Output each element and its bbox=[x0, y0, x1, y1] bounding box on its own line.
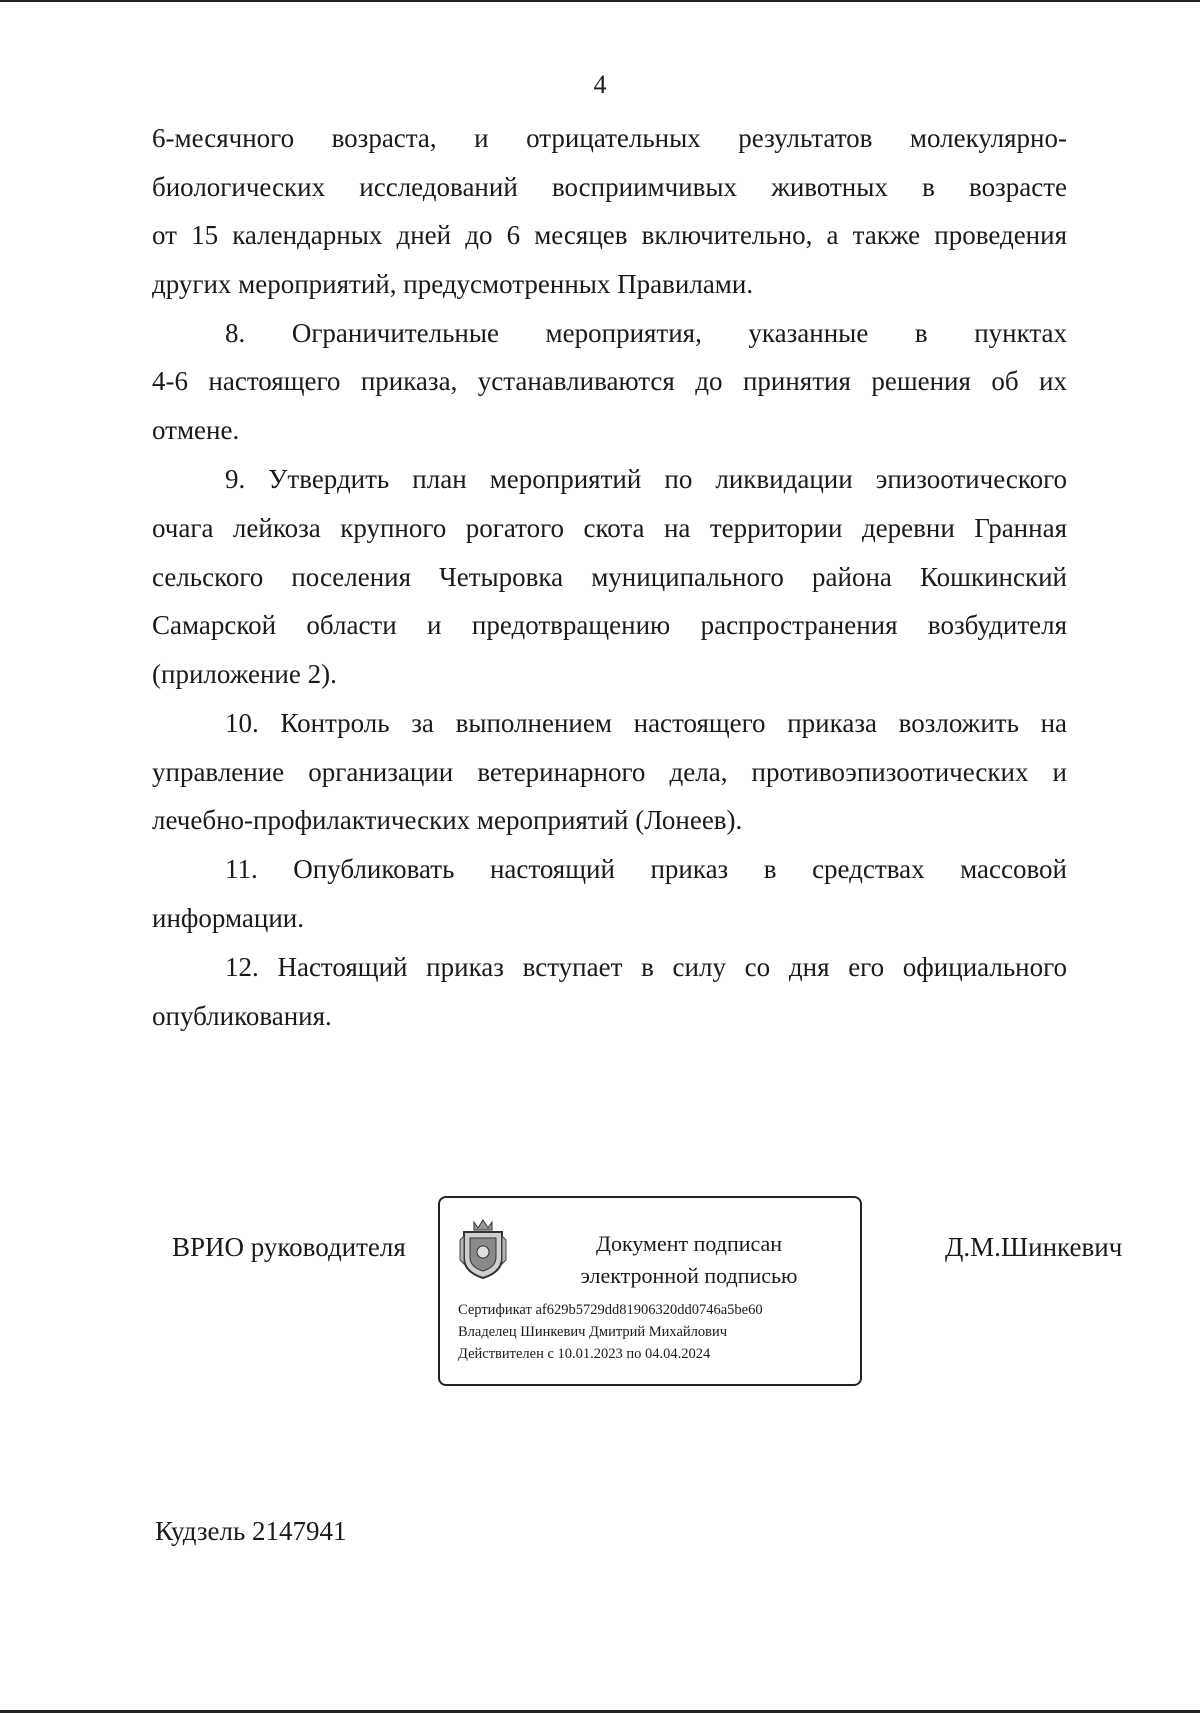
body-line: лечебно-профилактических мероприятий (Лонеев). bbox=[152, 805, 743, 835]
body-line: Самарской области и предотвращению распространения возбудителя bbox=[152, 610, 1067, 640]
page-top-edge bbox=[0, 0, 1200, 2]
stamp-owner: Владелец Шинкевич Дмитрий Михайлович bbox=[458, 1324, 728, 1340]
coat-of-arms-icon bbox=[458, 1218, 508, 1280]
page-number: 4 bbox=[593, 70, 607, 99]
body-line: 4-6 настоящего приказа, устанавливаются до принятия решения об их bbox=[152, 366, 1067, 396]
body-line: управление организации ветеринарного дела, противоэпизоотических и bbox=[152, 757, 1067, 787]
item-12-first-line: 12. Настоящий приказ вступает в силу со дня его официального bbox=[225, 952, 1067, 982]
body-line: биологических исследований восприимчивых животных в возрасте bbox=[152, 172, 1067, 202]
electronic-signature-stamp bbox=[438, 1196, 862, 1386]
item-10-first-line: 10. Контроль за выполнением настоящего приказа возложить на bbox=[225, 708, 1067, 738]
stamp-title-line: электронной подписью bbox=[580, 1263, 798, 1288]
stamp-certificate: Сертификат af629b5729dd81906320dd0746a5be60 bbox=[458, 1302, 763, 1318]
stamp-validity: Действителен с 10.01.2023 по 04.04.2024 bbox=[458, 1346, 711, 1362]
body-line: очага лейкоза крупного рогатого скота на территории деревни Гранная bbox=[152, 513, 1067, 543]
body-line: опубликования. bbox=[152, 1001, 332, 1031]
body-line: сельского поселения Четыровка муниципального района Кошкинский bbox=[152, 562, 1067, 592]
item-8-first-line: 8. Ограничительные мероприятия, указанные в пунктах bbox=[225, 318, 1067, 348]
stamp-title bbox=[534, 1228, 844, 1292]
item-11-first-line: 11. Опубликовать настоящий приказ в средствах массовой bbox=[225, 854, 1067, 884]
executor-note: Кудзель 2147941 bbox=[155, 1516, 347, 1546]
body-line: (приложение 2). bbox=[152, 659, 337, 689]
body-line: от 15 календарных дней до 6 месяцев включительно, а также проведения bbox=[152, 220, 1067, 250]
body-line: отмене. bbox=[152, 415, 240, 445]
body-line: других мероприятий, предусмотренных Правилами. bbox=[152, 269, 754, 299]
body-line: информации. bbox=[152, 903, 304, 933]
item-9-first-line: 9. Утвердить план мероприятий по ликвидации эпизоотического bbox=[225, 464, 1067, 494]
stamp-title-line: Документ подписан bbox=[595, 1231, 783, 1256]
signatory-name: Д.М.Шинкевич bbox=[945, 1232, 1123, 1262]
body-line: 6-месячного возраста, и отрицательных результатов молекулярно- bbox=[152, 123, 1067, 153]
signatory-role: ВРИО руководителя bbox=[172, 1232, 406, 1262]
